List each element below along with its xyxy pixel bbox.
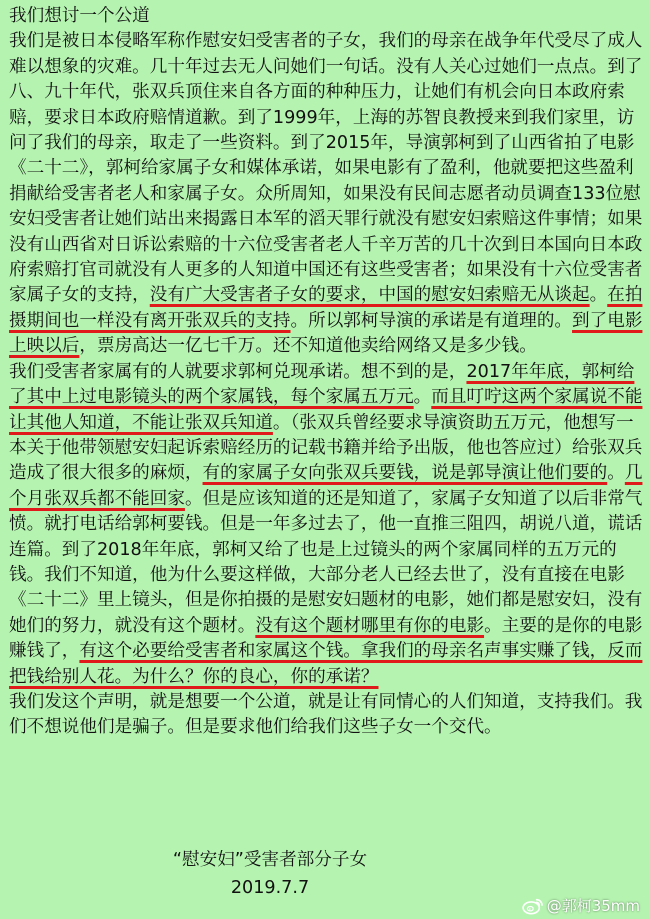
highlighted-segment: 到了电影上映以后 bbox=[9, 310, 643, 357]
text-segment: 。 bbox=[413, 387, 432, 408]
paragraph-2 bbox=[9, 360, 643, 690]
statement-document bbox=[9, 4, 643, 741]
text-segment: 。（张双兵曾经要求导演资助五万元，他想写一本关于他带领慰安妇起诉索赔经历的记载书籍并给予出版，他也答应过）给张双兵造成了很大很多的麻烦， bbox=[9, 412, 643, 484]
highlighted-segment: 而且叮咛这两个家属说不能让其他人知道，不能让张双兵知道 bbox=[9, 387, 643, 433]
text-segment: ，票房高达一亿七千万。还不知道他卖给网络又是多少钱。 bbox=[79, 336, 537, 357]
text-segment: 。所以郭柯导演的承诺是有道理的。 bbox=[290, 310, 573, 331]
highlighted-segment: 几个月张双兵都不能回家 bbox=[9, 463, 643, 509]
paragraph-1 bbox=[9, 29, 643, 359]
text-segment: 我们发这个声明，就是想要一个公道，就是让有同情心的人们知道，支持我们。我们不想说他们是骗子。但是要求他们给我们这些子女一个交代。 bbox=[9, 691, 643, 738]
highlighted-segment: 没有这个题材哪里有你的电影 bbox=[255, 615, 485, 636]
text-segment: 我们是被日本侵略军称作慰安妇受害者的子女，我们的母亲在战争年代受尽了成人难以想象的灾难。几十年过去无人问她们一句话。没有人关心过她们一点点。到了八、九十年代，张双兵顶住来自各方面的种种压力，让她们有机会向日本政府索赔，要求日本政府赔情道歉。到了1999年，上海的苏智良教授来到我们家里，访问了我们的母亲，取走了一些资料。到了2015年，导演郭柯到了山西省拍了电影《二十二》，郭柯给家属子女和媒体承诺，如果电影有了盈利，他就要把这些盈利捐献给受害者老人和家属子女。众所周知，如果没有民间志愿者动员调查133位慰安妇受害者让她们站出来揭露日本军的滔天罪行就没有慰安妇索赔这件事情；如果没有山西省对日诉讼索赔的十六位受害者老人千辛万苦的几十次到日本国向日本政府索赔打官司就没有人更多的人知道中国还有这些受害者；如果没有十六位受害者家属子女的支持， bbox=[9, 31, 643, 306]
highlighted-segment: 没有广大受害者子女的要求，中国的慰安妇索赔无从谈起 bbox=[149, 285, 590, 306]
text-segment: 我们受害者家属有的人就要求郭柯兑现承诺。想不到的是， bbox=[9, 361, 467, 382]
highlighted-segment: 在拍摄期间也一样没有离开张双兵的支持 bbox=[9, 285, 643, 331]
text-segment: 。 bbox=[607, 463, 625, 484]
highlighted-segment: 有这个必要给受害者和家属这个钱。拿我们的母亲名声事实赚了钱，反而把钱给别人花。为什么？你的良心，你的承诺？ bbox=[9, 641, 643, 687]
highlighted-segment: 2017年年底，郭柯给了其中上过电影镜头的两个家属钱，每个家属五万元 bbox=[9, 361, 635, 408]
signature-author: “慰安妇”受害者部分子女 bbox=[172, 850, 368, 870]
statement-title: 我们想讨一个公道 bbox=[9, 6, 150, 26]
text-segment: 。但是应该知道的还是知道了，家属子女知道了以后非常气愤。就打电话给郭柯要钱。但是一年多过去了，他一直推三阻四，胡说八道，谎话连篇。到了2018年年底，郭柯又给了也是上过镜头的两个家属同样的五万元的钱。我们不知道，他为什么要这样做，大部分老人已经去世了，没有直接在电影《二十二》里上镜头，但是你拍摄的是慰安妇题材的电影，她们都是慰安妇，没有她们的努力，就没有这个题材。 bbox=[9, 488, 643, 636]
text-segment: 。 bbox=[589, 285, 608, 306]
weibo-logo-icon bbox=[522, 897, 544, 915]
highlighted-segment: 有的家属子女向张双兵要钱，说是郭导演让他们要的 bbox=[202, 463, 608, 484]
paragraph-3 bbox=[9, 690, 643, 741]
signature-date: 2019.7.7 bbox=[230, 878, 310, 898]
text-segment: 。主要的是你的电影赚钱了， bbox=[9, 615, 643, 662]
watermark-text: @郭柯35mm bbox=[546, 897, 640, 915]
signature-block bbox=[0, 846, 540, 902]
weibo-watermark bbox=[522, 895, 640, 916]
